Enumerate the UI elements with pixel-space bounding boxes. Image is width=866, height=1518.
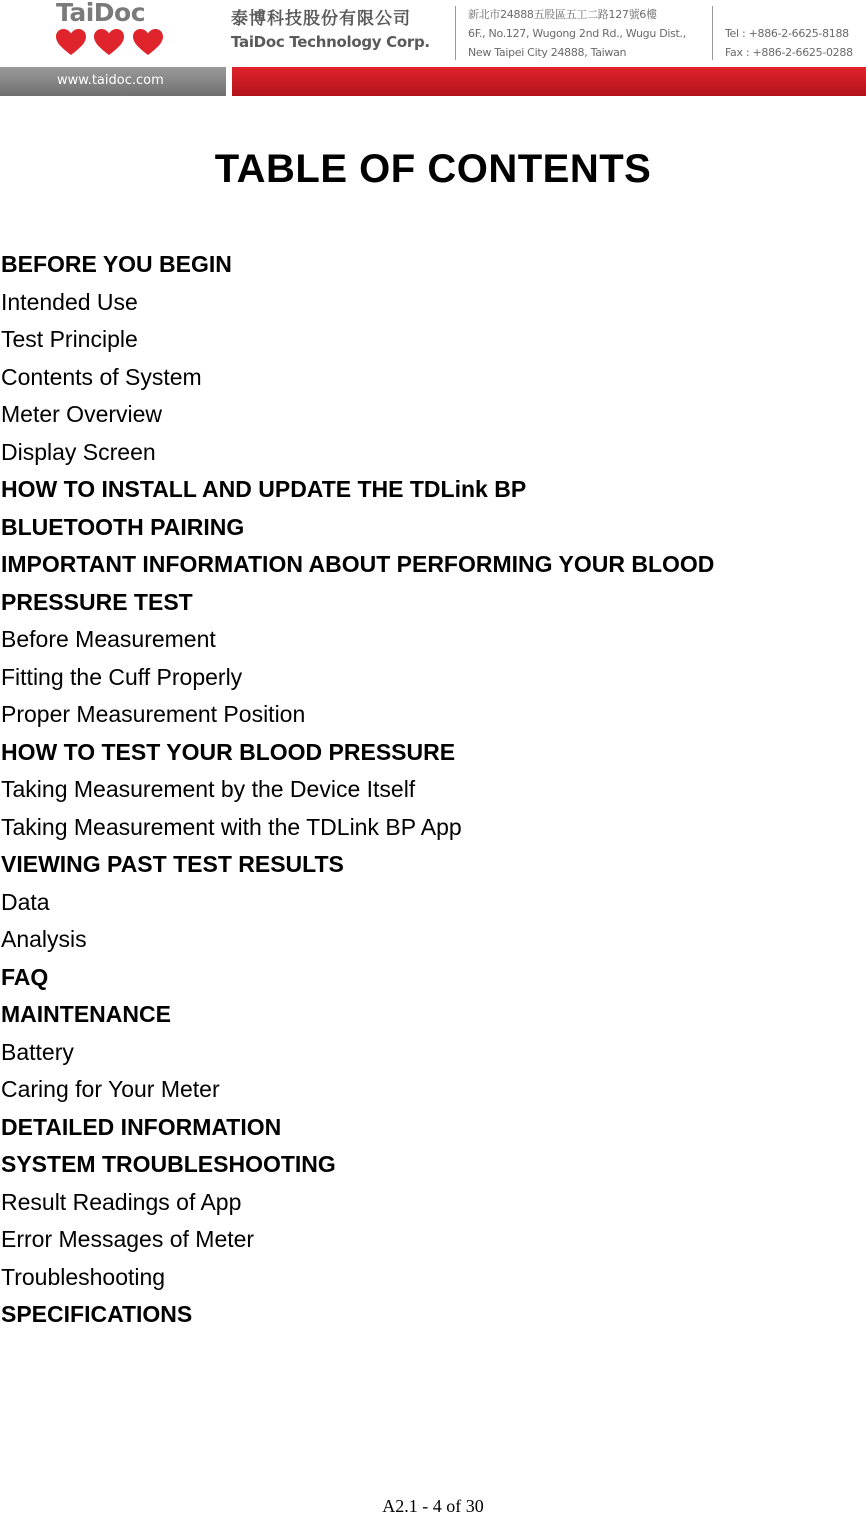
toc-section-heading[interactable]: BEFORE YOU BEGIN	[1, 251, 232, 277]
toc-entry[interactable]: Caring for Your Meter	[1, 1076, 220, 1102]
toc-entry[interactable]: Intended Use	[1, 288, 138, 315]
brand-color-bar	[232, 67, 866, 96]
toc-section-heading[interactable]: VIEWING PAST TEST RESULTS	[1, 851, 344, 877]
toc-entry[interactable]: Taking Measurement by the Device Itself	[1, 776, 416, 802]
letterhead	[0, 0, 866, 96]
header-divider	[712, 6, 713, 60]
toc-entry[interactable]: Taking Measurement with the TDLink BP App	[1, 813, 462, 840]
toc-entry[interactable]: Battery	[1, 1038, 74, 1065]
address-line: 新北市24888五股區五工二路127號6樓	[468, 8, 657, 21]
company-name-english: TaiDoc Technology Corp.	[231, 33, 430, 51]
toc-entry[interactable]: Fitting the Cuff Properly	[1, 663, 243, 690]
toc-section-heading[interactable]: SYSTEM TROUBLESHOOTING	[1, 1151, 336, 1177]
fax: Fax : +886-2-6625-0288	[725, 46, 853, 59]
company-address	[468, 5, 686, 62]
heart-icon	[56, 29, 86, 56]
toc-entry[interactable]: Meter Overview	[1, 401, 163, 427]
toc-entry[interactable]: Test Principle	[1, 326, 138, 352]
toc-entry[interactable]: Error Messages of Meter	[1, 1226, 255, 1252]
toc-entry[interactable]: Proper Measurement Position	[1, 701, 306, 727]
toc-section-heading[interactable]: BLUETOOTH PAIRING	[1, 513, 245, 540]
toc-entry[interactable]: Analysis	[1, 926, 87, 952]
heart-icon	[133, 29, 163, 56]
brand-wordmark: TaiDoc	[56, 0, 146, 27]
toc-entry[interactable]: Before Measurement	[1, 626, 216, 652]
page-title: TABLE OF CONTENTS	[214, 147, 652, 191]
toc-section-heading[interactable]: MAINTENANCE	[1, 1001, 171, 1027]
company-contact	[725, 24, 853, 62]
telephone: Tel : +886-2-6625-8188	[725, 27, 849, 40]
toc-section-heading[interactable]: HOW TO TEST YOUR BLOOD PRESSURE	[1, 738, 456, 765]
heart-icon	[94, 29, 124, 56]
toc-section-heading[interactable]: PRESSURE TEST	[1, 588, 193, 615]
toc-section-heading[interactable]: DETAILED INFORMATION	[1, 1113, 282, 1140]
table-of-contents	[1, 246, 714, 1334]
logo	[0, 0, 226, 68]
toc-entry[interactable]: Data	[1, 888, 50, 915]
address-line: New Taipei City 24888, Taiwan	[468, 46, 627, 59]
toc-section-heading[interactable]: FAQ	[1, 963, 49, 990]
toc-section-heading[interactable]: HOW TO INSTALL AND UPDATE THE TDLink BP	[1, 476, 527, 502]
company-name-chinese: 泰博科技股份有限公司	[231, 9, 411, 29]
toc-entry[interactable]: Result Readings of App	[1, 1188, 242, 1215]
page-number: A2.1 - 4 of 30	[382, 1496, 484, 1516]
hearts-icon-group	[56, 29, 167, 61]
toc-section-heading[interactable]: SPECIFICATIONS	[1, 1301, 193, 1327]
toc-entry[interactable]: Display Screen	[1, 438, 156, 465]
address-line: 6F., No.127, Wugong 2nd Rd., Wugu Dist.,	[468, 27, 686, 40]
toc-entry[interactable]: Troubleshooting	[1, 1263, 166, 1290]
website-url: www.taidoc.com	[57, 73, 164, 88]
header-divider	[455, 6, 456, 60]
toc-entry[interactable]: Contents of System	[1, 363, 202, 390]
toc-section-heading[interactable]: IMPORTANT INFORMATION ABOUT PERFORMING YOUR BLOOD	[1, 551, 715, 577]
